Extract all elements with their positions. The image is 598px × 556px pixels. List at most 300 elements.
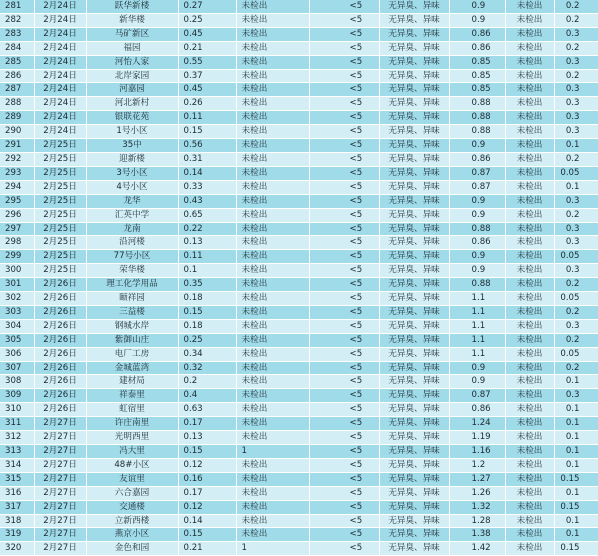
row-index-cell: 285 bbox=[0, 55, 34, 69]
table-row bbox=[0, 194, 598, 208]
value-4-cell: 0.2 bbox=[554, 152, 598, 166]
detect-1-cell: 未检出 bbox=[236, 389, 309, 403]
detect-2-cell: 未检出 bbox=[505, 403, 554, 417]
sample-name-cell: 祥泰里 bbox=[86, 389, 178, 403]
detect-2-cell: 未检出 bbox=[505, 69, 554, 83]
value-1-cell: 0.27 bbox=[178, 0, 236, 13]
value-4-cell: 0.2 bbox=[554, 278, 598, 292]
table-row bbox=[0, 528, 598, 542]
table-row bbox=[0, 347, 598, 361]
sample-date-cell: 2月25日 bbox=[34, 152, 86, 166]
value-4-cell: 0.1 bbox=[554, 528, 598, 542]
value-4-cell: 0.1 bbox=[554, 139, 598, 153]
detect-1-cell: 未检出 bbox=[236, 514, 309, 528]
table-row bbox=[0, 417, 598, 431]
detect-1-cell: 未检出 bbox=[236, 333, 309, 347]
value-3-cell: 0.86 bbox=[449, 236, 505, 250]
row-index-cell: 307 bbox=[0, 361, 34, 375]
value-3-cell: 0.86 bbox=[449, 27, 505, 41]
detect-2-cell: 未检出 bbox=[505, 389, 554, 403]
detect-1-cell: 未检出 bbox=[236, 125, 309, 139]
detect-2-cell: 未检出 bbox=[505, 278, 554, 292]
value-3-cell: 1.24 bbox=[449, 417, 505, 431]
value-3-cell: 0.88 bbox=[449, 278, 505, 292]
value-1-cell: 0.17 bbox=[178, 417, 236, 431]
value-3-cell: 0.9 bbox=[449, 208, 505, 222]
sample-name-cell: 立新西楼 bbox=[86, 514, 178, 528]
table-row bbox=[0, 27, 598, 41]
value-2-cell: <5 bbox=[309, 375, 379, 389]
value-4-cell: 0.2 bbox=[554, 69, 598, 83]
value-4-cell: 0.3 bbox=[554, 83, 598, 97]
detect-1-cell: 未检出 bbox=[236, 55, 309, 69]
value-3-cell: 0.9 bbox=[449, 375, 505, 389]
row-index-cell: 305 bbox=[0, 333, 34, 347]
detect-1-cell: 未检出 bbox=[236, 305, 309, 319]
value-3-cell: 0.9 bbox=[449, 264, 505, 278]
sample-name-cell: 燕京小区 bbox=[86, 528, 178, 542]
sample-date-cell: 2月27日 bbox=[34, 528, 86, 542]
detect-2-cell: 未检出 bbox=[505, 542, 554, 556]
odor-cell: 无异臭、异味 bbox=[379, 514, 449, 528]
row-index-cell: 311 bbox=[0, 417, 34, 431]
value-1-cell: 0.16 bbox=[178, 472, 236, 486]
value-3-cell: 1.2 bbox=[449, 458, 505, 472]
odor-cell: 无异臭、异味 bbox=[379, 292, 449, 306]
row-index-cell: 293 bbox=[0, 166, 34, 180]
value-4-cell: 0.2 bbox=[554, 208, 598, 222]
detect-2-cell: 未检出 bbox=[505, 208, 554, 222]
value-2-cell: <5 bbox=[309, 305, 379, 319]
table-row bbox=[0, 41, 598, 55]
value-2-cell: <5 bbox=[309, 152, 379, 166]
value-2-cell: <5 bbox=[309, 458, 379, 472]
value-2-cell: <5 bbox=[309, 431, 379, 445]
value-4-cell: 0.2 bbox=[554, 333, 598, 347]
value-2-cell: <5 bbox=[309, 542, 379, 556]
sample-date-cell: 2月27日 bbox=[34, 514, 86, 528]
table-row bbox=[0, 333, 598, 347]
detect-1-cell: 未检出 bbox=[236, 97, 309, 111]
value-3-cell: 1.42 bbox=[449, 542, 505, 556]
value-1-cell: 0.55 bbox=[178, 55, 236, 69]
odor-cell: 无异臭、异味 bbox=[379, 139, 449, 153]
value-3-cell: 0.88 bbox=[449, 222, 505, 236]
value-2-cell: <5 bbox=[309, 13, 379, 27]
odor-cell: 无异臭、异味 bbox=[379, 0, 449, 13]
detect-1-cell: 未检出 bbox=[236, 208, 309, 222]
detect-2-cell: 未检出 bbox=[505, 292, 554, 306]
value-4-cell: 0.3 bbox=[554, 27, 598, 41]
value-1-cell: 0.11 bbox=[178, 250, 236, 264]
detect-2-cell: 未检出 bbox=[505, 431, 554, 445]
detect-2-cell: 未检出 bbox=[505, 347, 554, 361]
row-index-cell: 295 bbox=[0, 194, 34, 208]
detect-1-cell: 未检出 bbox=[236, 69, 309, 83]
detect-1-cell: 未检出 bbox=[236, 236, 309, 250]
detect-1-cell: 未检出 bbox=[236, 139, 309, 153]
row-index-cell: 309 bbox=[0, 389, 34, 403]
detect-2-cell: 未检出 bbox=[505, 514, 554, 528]
sample-name-cell: 颐祥园 bbox=[86, 292, 178, 306]
sample-date-cell: 2月26日 bbox=[34, 292, 86, 306]
value-4-cell: 0.3 bbox=[554, 264, 598, 278]
detect-1-cell: 未检出 bbox=[236, 375, 309, 389]
row-index-cell: 296 bbox=[0, 208, 34, 222]
sample-date-cell: 2月24日 bbox=[34, 41, 86, 55]
row-index-cell: 300 bbox=[0, 264, 34, 278]
detect-1-cell: 未检出 bbox=[236, 458, 309, 472]
value-4-cell: 0.1 bbox=[554, 180, 598, 194]
value-3-cell: 1.38 bbox=[449, 528, 505, 542]
value-1-cell: 0.45 bbox=[178, 27, 236, 41]
value-2-cell: <5 bbox=[309, 27, 379, 41]
value-4-cell: 0.05 bbox=[554, 250, 598, 264]
table-row bbox=[0, 472, 598, 486]
value-3-cell: 0.87 bbox=[449, 166, 505, 180]
row-index-cell: 316 bbox=[0, 486, 34, 500]
sample-name-cell: 六合嘉园 bbox=[86, 486, 178, 500]
value-4-cell: 0.3 bbox=[554, 389, 598, 403]
odor-cell: 无异臭、异味 bbox=[379, 111, 449, 125]
value-2-cell: <5 bbox=[309, 445, 379, 459]
row-index-cell: 306 bbox=[0, 347, 34, 361]
sample-date-cell: 2月25日 bbox=[34, 194, 86, 208]
sample-date-cell: 2月26日 bbox=[34, 375, 86, 389]
value-1-cell: 0.22 bbox=[178, 222, 236, 236]
value-4-cell: 0.3 bbox=[554, 236, 598, 250]
value-3-cell: 0.9 bbox=[449, 250, 505, 264]
detect-1-cell: 未检出 bbox=[236, 403, 309, 417]
sample-name-cell: 北岸家园 bbox=[86, 69, 178, 83]
sample-date-cell: 2月27日 bbox=[34, 431, 86, 445]
sample-name-cell: 友谊里 bbox=[86, 472, 178, 486]
row-index-cell: 303 bbox=[0, 305, 34, 319]
sample-name-cell: 77号小区 bbox=[86, 250, 178, 264]
table-row bbox=[0, 111, 598, 125]
row-index-cell: 287 bbox=[0, 83, 34, 97]
value-4-cell: 0.1 bbox=[554, 445, 598, 459]
value-2-cell: <5 bbox=[309, 41, 379, 55]
value-2-cell: <5 bbox=[309, 319, 379, 333]
value-2-cell: <5 bbox=[309, 180, 379, 194]
table-row bbox=[0, 375, 598, 389]
row-index-cell: 289 bbox=[0, 111, 34, 125]
sample-date-cell: 2月25日 bbox=[34, 208, 86, 222]
value-3-cell: 1.1 bbox=[449, 319, 505, 333]
detect-1-cell: 未检出 bbox=[236, 292, 309, 306]
odor-cell: 无异臭、异味 bbox=[379, 166, 449, 180]
value-1-cell: 0.43 bbox=[178, 194, 236, 208]
row-index-cell: 291 bbox=[0, 139, 34, 153]
table-row bbox=[0, 250, 598, 264]
odor-cell: 无异臭、异味 bbox=[379, 236, 449, 250]
value-1-cell: 0.11 bbox=[178, 111, 236, 125]
value-3-cell: 1.19 bbox=[449, 431, 505, 445]
value-1-cell: 0.4 bbox=[178, 389, 236, 403]
sample-name-cell: 交通楼 bbox=[86, 500, 178, 514]
odor-cell: 无异臭、异味 bbox=[379, 13, 449, 27]
value-2-cell: <5 bbox=[309, 333, 379, 347]
row-index-cell: 292 bbox=[0, 152, 34, 166]
value-4-cell: 0.2 bbox=[554, 41, 598, 55]
value-2-cell: <5 bbox=[309, 83, 379, 97]
value-3-cell: 1.1 bbox=[449, 347, 505, 361]
row-index-cell: 317 bbox=[0, 500, 34, 514]
table-row bbox=[0, 166, 598, 180]
value-2-cell: <5 bbox=[309, 292, 379, 306]
value-3-cell: 0.88 bbox=[449, 125, 505, 139]
sample-date-cell: 2月25日 bbox=[34, 236, 86, 250]
value-1-cell: 0.33 bbox=[178, 180, 236, 194]
value-2-cell: <5 bbox=[309, 194, 379, 208]
value-3-cell: 0.86 bbox=[449, 41, 505, 55]
value-1-cell: 0.63 bbox=[178, 403, 236, 417]
odor-cell: 无异臭、异味 bbox=[379, 431, 449, 445]
table-row bbox=[0, 69, 598, 83]
value-4-cell: 0.1 bbox=[554, 375, 598, 389]
odor-cell: 无异臭、异味 bbox=[379, 208, 449, 222]
sample-date-cell: 2月24日 bbox=[34, 0, 86, 13]
value-4-cell: 0.1 bbox=[554, 417, 598, 431]
sample-date-cell: 2月27日 bbox=[34, 458, 86, 472]
value-3-cell: 0.87 bbox=[449, 389, 505, 403]
sample-date-cell: 2月25日 bbox=[34, 180, 86, 194]
detect-2-cell: 未检出 bbox=[505, 41, 554, 55]
detect-2-cell: 未检出 bbox=[505, 222, 554, 236]
odor-cell: 无异臭、异味 bbox=[379, 347, 449, 361]
value-1-cell: 0.14 bbox=[178, 514, 236, 528]
table-row bbox=[0, 180, 598, 194]
value-1-cell: 0.25 bbox=[178, 333, 236, 347]
sample-name-cell: 虹宿里 bbox=[86, 403, 178, 417]
detect-1-cell: 未检出 bbox=[236, 194, 309, 208]
sample-name-cell: 35中 bbox=[86, 139, 178, 153]
value-4-cell: 0.15 bbox=[554, 542, 598, 556]
sample-date-cell: 2月24日 bbox=[34, 69, 86, 83]
value-1-cell: 0.21 bbox=[178, 542, 236, 556]
value-2-cell: <5 bbox=[309, 361, 379, 375]
value-3-cell: 0.88 bbox=[449, 111, 505, 125]
odor-cell: 无异臭、异味 bbox=[379, 222, 449, 236]
sample-date-cell: 2月24日 bbox=[34, 13, 86, 27]
detect-2-cell: 未检出 bbox=[505, 486, 554, 500]
table-row bbox=[0, 389, 598, 403]
detect-2-cell: 未检出 bbox=[505, 83, 554, 97]
sample-name-cell: 河北新村 bbox=[86, 97, 178, 111]
table-row bbox=[0, 458, 598, 472]
value-3-cell: 1.1 bbox=[449, 292, 505, 306]
odor-cell: 无异臭、异味 bbox=[379, 458, 449, 472]
value-3-cell: 1.32 bbox=[449, 500, 505, 514]
odor-cell: 无异臭、异味 bbox=[379, 361, 449, 375]
detect-2-cell: 未检出 bbox=[505, 445, 554, 459]
odor-cell: 无异臭、异味 bbox=[379, 27, 449, 41]
value-1-cell: 0.17 bbox=[178, 486, 236, 500]
value-3-cell: 1.16 bbox=[449, 445, 505, 459]
table-row bbox=[0, 486, 598, 500]
sample-name-cell: 钢城水岸 bbox=[86, 319, 178, 333]
row-index-cell: 319 bbox=[0, 528, 34, 542]
sample-date-cell: 2月26日 bbox=[34, 333, 86, 347]
table-row bbox=[0, 83, 598, 97]
sample-name-cell: 4号小区 bbox=[86, 180, 178, 194]
row-index-cell: 283 bbox=[0, 27, 34, 41]
value-3-cell: 1.26 bbox=[449, 486, 505, 500]
table-row bbox=[0, 13, 598, 27]
detect-1-cell: 未检出 bbox=[236, 166, 309, 180]
value-3-cell: 0.88 bbox=[449, 97, 505, 111]
odor-cell: 无异臭、异味 bbox=[379, 542, 449, 556]
sample-name-cell: 福园 bbox=[86, 41, 178, 55]
detect-2-cell: 未检出 bbox=[505, 458, 554, 472]
value-1-cell: 0.15 bbox=[178, 125, 236, 139]
table-row bbox=[0, 278, 598, 292]
detect-1-cell: 未检出 bbox=[236, 528, 309, 542]
sample-date-cell: 2月26日 bbox=[34, 361, 86, 375]
value-1-cell: 0.15 bbox=[178, 445, 236, 459]
value-2-cell: <5 bbox=[309, 166, 379, 180]
value-1-cell: 0.1 bbox=[178, 264, 236, 278]
value-2-cell: <5 bbox=[309, 514, 379, 528]
odor-cell: 无异臭、异味 bbox=[379, 152, 449, 166]
sample-name-cell: 新华楼 bbox=[86, 13, 178, 27]
detect-1-cell: 未检出 bbox=[236, 472, 309, 486]
sample-date-cell: 2月26日 bbox=[34, 347, 86, 361]
value-2-cell: <5 bbox=[309, 389, 379, 403]
value-3-cell: 0.9 bbox=[449, 361, 505, 375]
detect-1-cell: 1 bbox=[236, 445, 309, 459]
table-row bbox=[0, 361, 598, 375]
row-index-cell: 315 bbox=[0, 472, 34, 486]
odor-cell: 无异臭、异味 bbox=[379, 180, 449, 194]
row-index-cell: 286 bbox=[0, 69, 34, 83]
detect-2-cell: 未检出 bbox=[505, 236, 554, 250]
sample-date-cell: 2月25日 bbox=[34, 264, 86, 278]
value-2-cell: <5 bbox=[309, 208, 379, 222]
detect-1-cell: 未检出 bbox=[236, 278, 309, 292]
value-2-cell: <5 bbox=[309, 236, 379, 250]
value-4-cell: 0.3 bbox=[554, 55, 598, 69]
row-index-cell: 294 bbox=[0, 180, 34, 194]
detect-2-cell: 未检出 bbox=[505, 472, 554, 486]
sample-name-cell: 冯大里 bbox=[86, 445, 178, 459]
sample-name-cell: 许庄南里 bbox=[86, 417, 178, 431]
value-2-cell: <5 bbox=[309, 250, 379, 264]
detect-2-cell: 未检出 bbox=[505, 139, 554, 153]
sample-name-cell: 电厂工房 bbox=[86, 347, 178, 361]
value-2-cell: <5 bbox=[309, 500, 379, 514]
detect-2-cell: 未检出 bbox=[505, 375, 554, 389]
row-index-cell: 290 bbox=[0, 125, 34, 139]
odor-cell: 无异臭、异味 bbox=[379, 97, 449, 111]
odor-cell: 无异臭、异味 bbox=[379, 319, 449, 333]
sample-date-cell: 2月24日 bbox=[34, 97, 86, 111]
detect-1-cell: 未检出 bbox=[236, 361, 309, 375]
value-3-cell: 0.9 bbox=[449, 0, 505, 13]
value-3-cell: 1.27 bbox=[449, 472, 505, 486]
value-4-cell: 0.3 bbox=[554, 222, 598, 236]
odor-cell: 无异臭、异味 bbox=[379, 403, 449, 417]
sample-name-cell: 龙南 bbox=[86, 222, 178, 236]
row-index-cell: 297 bbox=[0, 222, 34, 236]
sample-date-cell: 2月27日 bbox=[34, 500, 86, 514]
value-2-cell: <5 bbox=[309, 125, 379, 139]
detect-2-cell: 未检出 bbox=[505, 305, 554, 319]
detect-1-cell: 未检出 bbox=[236, 83, 309, 97]
detect-1-cell: 未检出 bbox=[236, 222, 309, 236]
value-3-cell: 1.1 bbox=[449, 305, 505, 319]
value-2-cell: <5 bbox=[309, 0, 379, 13]
value-1-cell: 0.18 bbox=[178, 292, 236, 306]
table-row bbox=[0, 292, 598, 306]
row-index-cell: 320 bbox=[0, 542, 34, 556]
detect-1-cell: 未检出 bbox=[236, 417, 309, 431]
value-4-cell: 0.15 bbox=[554, 472, 598, 486]
sample-date-cell: 2月27日 bbox=[34, 445, 86, 459]
sample-date-cell: 2月27日 bbox=[34, 542, 86, 556]
detect-2-cell: 未检出 bbox=[505, 417, 554, 431]
row-index-cell: 281 bbox=[0, 0, 34, 13]
detect-2-cell: 未检出 bbox=[505, 125, 554, 139]
value-1-cell: 0.26 bbox=[178, 97, 236, 111]
value-3-cell: 0.85 bbox=[449, 55, 505, 69]
odor-cell: 无异臭、异味 bbox=[379, 41, 449, 55]
value-1-cell: 0.18 bbox=[178, 319, 236, 333]
value-2-cell: <5 bbox=[309, 97, 379, 111]
value-1-cell: 0.21 bbox=[178, 41, 236, 55]
detect-2-cell: 未检出 bbox=[505, 97, 554, 111]
value-4-cell: 0.2 bbox=[554, 305, 598, 319]
row-index-cell: 314 bbox=[0, 458, 34, 472]
row-index-cell: 313 bbox=[0, 445, 34, 459]
detect-1-cell: 未检出 bbox=[236, 250, 309, 264]
sample-date-cell: 2月27日 bbox=[34, 486, 86, 500]
detect-2-cell: 未检出 bbox=[505, 194, 554, 208]
detect-2-cell: 未检出 bbox=[505, 528, 554, 542]
value-4-cell: 0.15 bbox=[554, 500, 598, 514]
row-index-cell: 299 bbox=[0, 250, 34, 264]
sample-date-cell: 2月26日 bbox=[34, 319, 86, 333]
value-3-cell: 1.1 bbox=[449, 333, 505, 347]
sample-name-cell: 沿河楼 bbox=[86, 236, 178, 250]
detect-2-cell: 未检出 bbox=[505, 27, 554, 41]
odor-cell: 无异臭、异味 bbox=[379, 500, 449, 514]
table-row bbox=[0, 264, 598, 278]
value-4-cell: 0.05 bbox=[554, 166, 598, 180]
value-2-cell: <5 bbox=[309, 111, 379, 125]
sample-date-cell: 2月24日 bbox=[34, 83, 86, 97]
value-4-cell: 0.1 bbox=[554, 514, 598, 528]
table-row bbox=[0, 125, 598, 139]
value-2-cell: <5 bbox=[309, 347, 379, 361]
detect-1-cell: 未检出 bbox=[236, 264, 309, 278]
value-4-cell: 0.3 bbox=[554, 97, 598, 111]
table-row bbox=[0, 514, 598, 528]
sample-name-cell: 3号小区 bbox=[86, 166, 178, 180]
value-1-cell: 0.2 bbox=[178, 375, 236, 389]
odor-cell: 无异臭、异味 bbox=[379, 83, 449, 97]
value-4-cell: 0.1 bbox=[554, 486, 598, 500]
sample-date-cell: 2月25日 bbox=[34, 250, 86, 264]
sample-name-cell: 汇英中学 bbox=[86, 208, 178, 222]
value-2-cell: <5 bbox=[309, 417, 379, 431]
detect-1-cell: 1 bbox=[236, 542, 309, 556]
detect-2-cell: 未检出 bbox=[505, 264, 554, 278]
detect-1-cell: 未检出 bbox=[236, 41, 309, 55]
value-1-cell: 0.25 bbox=[178, 13, 236, 27]
sample-date-cell: 2月26日 bbox=[34, 278, 86, 292]
